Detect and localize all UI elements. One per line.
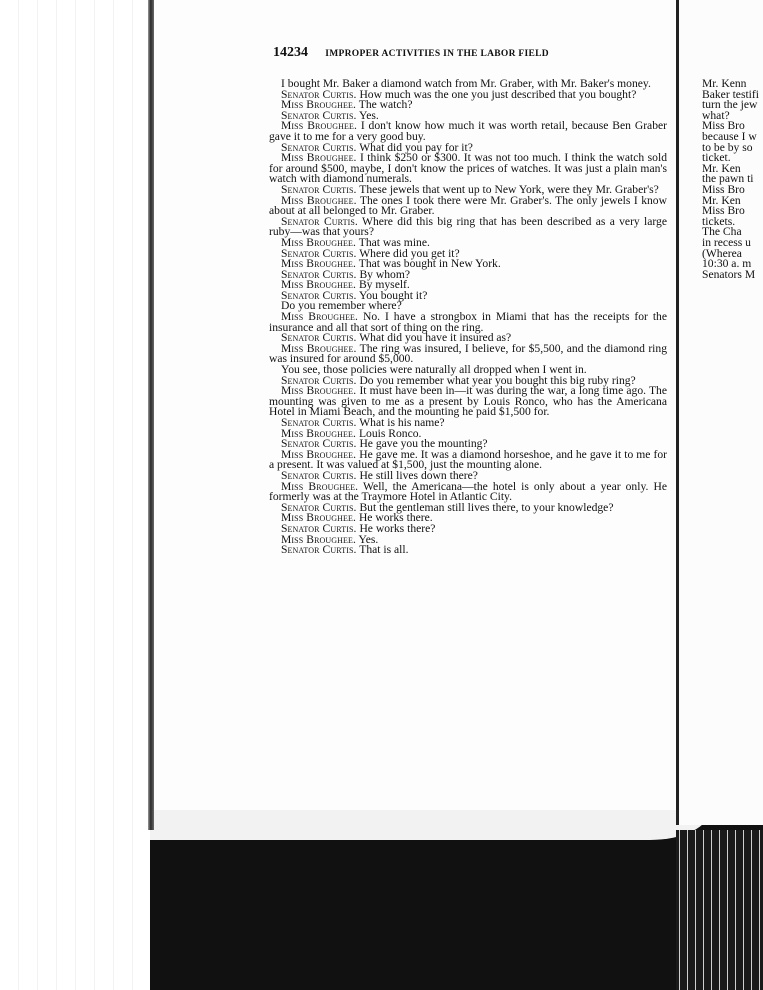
paragraph-text: That is all. <box>359 543 409 557</box>
paragraph-text: Where did this big ring that has been described as a very large ruby—was that yours? <box>269 214 667 239</box>
paragraph-text: It must have been in—it was during the war, a long time ago. The mounting was given to me as a present by Louis Ronco, who has the Americana Hotel in Miami Beach, and the mounting he paid $1,500 for. <box>269 384 667 419</box>
right-page-line: Baker testifi <box>702 87 759 101</box>
speaker-name: Miss Broughee. <box>281 151 357 165</box>
paragraph-text: No. I have a strongbox in Miami that has the receipts for the insurance and all that sort of thing on the ring. <box>269 310 667 334</box>
paragraph-text: He works there? <box>359 521 436 535</box>
paragraph-text: I think $250 or $300. It was not too much. I think the watch sold for around $500, maybe, I don't know the prices of watches. It was just a plain man's watch with diamond numerals. <box>269 151 667 186</box>
speaker-name: Miss Broughee. <box>281 447 357 461</box>
paragraph-text: He gave me. It was a diamond horseshoe, and he gave it to me for a present. It was valued at $1,500, just the mounting alone. <box>269 447 667 472</box>
speaker-name: Senator Curtis. <box>281 373 357 387</box>
right-page-line: turn the jew <box>702 98 758 112</box>
paragraph-text: Where did you get it? <box>359 246 460 260</box>
right-page-line: ticket. <box>702 151 731 165</box>
transcript-paragraph <box>269 341 667 366</box>
paragraph-text: That was mine. <box>358 235 430 249</box>
speaker-name: Miss Broughee. <box>281 511 357 525</box>
speaker-name: Miss Broughee. <box>281 479 359 493</box>
paragraph-text: Louis Ronco. <box>358 426 422 440</box>
speaker-name: Senator Curtis. <box>281 267 357 281</box>
paragraph-text: How much was the one you just described that you bought? <box>359 87 637 101</box>
paragraph-text: Do you remember where? <box>281 299 402 313</box>
right-page-line: Miss Bro <box>702 182 745 196</box>
speaker-name: Miss Broughee. <box>281 341 357 355</box>
transcript-paragraph <box>269 479 667 504</box>
transcript-paragraph <box>269 153 667 185</box>
paragraph-text: Well, the Americana—the hotel is only about a year only. He formerly was at the Traymore Hotel in Atlantic City. <box>269 479 667 504</box>
page-number: 14234 <box>273 45 308 60</box>
speaker-name: Senator Curtis. <box>281 108 357 122</box>
speaker-name: Miss Broughee. <box>281 257 357 271</box>
paragraph-text: The ones I took there were Mr. Graber's. The only jewels I know about at all belonged to Mr. Graber. <box>269 193 667 218</box>
paragraph-text: You bought it? <box>359 288 428 302</box>
right-page-line: to be by so <box>702 140 753 154</box>
paragraph-text: What did you have it insured as? <box>359 331 512 345</box>
paragraph-text: You see, those policies were naturally all dropped when I went in. <box>281 363 587 377</box>
speaker-name: Senator Curtis. <box>281 416 357 429</box>
transcript-body <box>269 79 667 556</box>
speaker-name: Miss Broughee. <box>281 235 357 249</box>
paragraph-text: He still lives down there? <box>359 468 478 482</box>
paragraph-text: What did you pay for it? <box>359 140 473 154</box>
right-page-line: 10:30 a. m <box>702 257 752 271</box>
right-page-line: in recess u <box>702 235 751 249</box>
right-page-line: (Wherea <box>702 246 742 260</box>
transcript-paragraph <box>269 447 667 472</box>
speaker-name: Miss Broughee. <box>281 532 357 546</box>
transcript-paragraph <box>269 386 667 418</box>
paragraph-text: The watch? <box>358 98 413 112</box>
speaker-name: Senator Curtis. <box>281 214 358 228</box>
right-page-line: Miss Bro <box>702 119 745 133</box>
right-page-line: the pawn ti <box>702 172 754 186</box>
speaker-name: Senator Curtis. <box>281 87 357 101</box>
speaker-name: Miss Broughee. <box>281 119 357 133</box>
page-bottom-curl <box>150 810 710 840</box>
speaker-name: Senator Curtis. <box>281 468 357 482</box>
paragraph-text: I bought Mr. Baker a diamond watch from Mr. Graber, with Mr. Baker's money. <box>281 77 651 90</box>
binding-texture <box>0 0 150 990</box>
page-edge <box>148 0 154 830</box>
speaker-name: Senator Curtis. <box>281 500 357 514</box>
right-page-line: Mr. Kenn <box>702 77 747 90</box>
transcript-paragraph <box>269 545 667 556</box>
transcript-paragraph <box>269 121 667 142</box>
speaker-name: Miss Broughee. <box>281 310 359 324</box>
speaker-name: Senator Curtis. <box>281 331 357 345</box>
paragraph-text: By whom? <box>359 267 410 281</box>
right-page-line: The Cha <box>702 225 742 239</box>
right-page-line: what? <box>702 108 730 122</box>
speaker-name: Senator Curtis. <box>281 543 357 557</box>
paragraph-text: Do you remember what year you bought this big ruby ring? <box>359 373 636 387</box>
paragraph-text: I don't know how much it was worth retail, because Ben Graber gave it to me for a very good buy. <box>269 119 668 143</box>
running-head <box>273 44 673 61</box>
right-page-line: Mr. Ken <box>702 193 741 207</box>
speaker-name: Miss Broughee. <box>281 278 357 292</box>
scan-bottom-shadow <box>150 822 763 990</box>
speaker-name: Miss Broughee. <box>281 193 357 207</box>
paragraph-text: Yes. <box>359 108 379 122</box>
paragraph-text: These jewels that went up to New York, were they Mr. Graber's? <box>359 182 659 196</box>
right-page-edge-stack <box>676 830 763 990</box>
speaker-name: Senator Curtis. <box>281 140 357 154</box>
speaker-name: Miss Broughee. <box>281 384 357 398</box>
right-page-line: tickets. <box>702 214 736 228</box>
right-page-line: Senators M <box>702 267 756 281</box>
transcript-paragraph <box>269 193 667 218</box>
paragraph-text: But the gentleman still lives there, to your knowledge? <box>359 500 614 514</box>
speaker-name: Senator Curtis. <box>281 288 357 302</box>
transcript-paragraph <box>269 214 667 239</box>
paragraph-text: The ring was insured, I believe, for $5,500, and the diamond ring was insured for around $5,000. <box>269 341 667 366</box>
speaker-name: Senator Curtis. <box>281 521 357 535</box>
paragraph-text: By myself. <box>358 278 410 292</box>
right-page-line: because I w <box>702 129 757 143</box>
paragraph-text: What is his name? <box>359 416 445 429</box>
speaker-name: Miss Broughee. <box>281 426 357 440</box>
right-page-line: Miss Bro <box>702 204 745 218</box>
transcript-paragraph <box>269 312 667 333</box>
running-title: IMPROPER ACTIVITIES IN THE LABOR FIELD <box>325 49 549 59</box>
right-page-text <box>702 79 763 280</box>
speaker-name: Senator Curtis. <box>281 182 357 196</box>
right-page-line: Mr. Ken <box>702 161 741 175</box>
paragraph-text: He gave you the mounting? <box>359 437 488 451</box>
paragraph-text: He works there. <box>358 511 433 525</box>
paragraph-text: That was bought in New York. <box>358 257 501 271</box>
speaker-name: Senator Curtis. <box>281 246 357 260</box>
speaker-name: Miss Broughee. <box>281 98 357 112</box>
speaker-name: Senator Curtis. <box>281 437 357 451</box>
paragraph-text: Yes. <box>358 532 379 546</box>
